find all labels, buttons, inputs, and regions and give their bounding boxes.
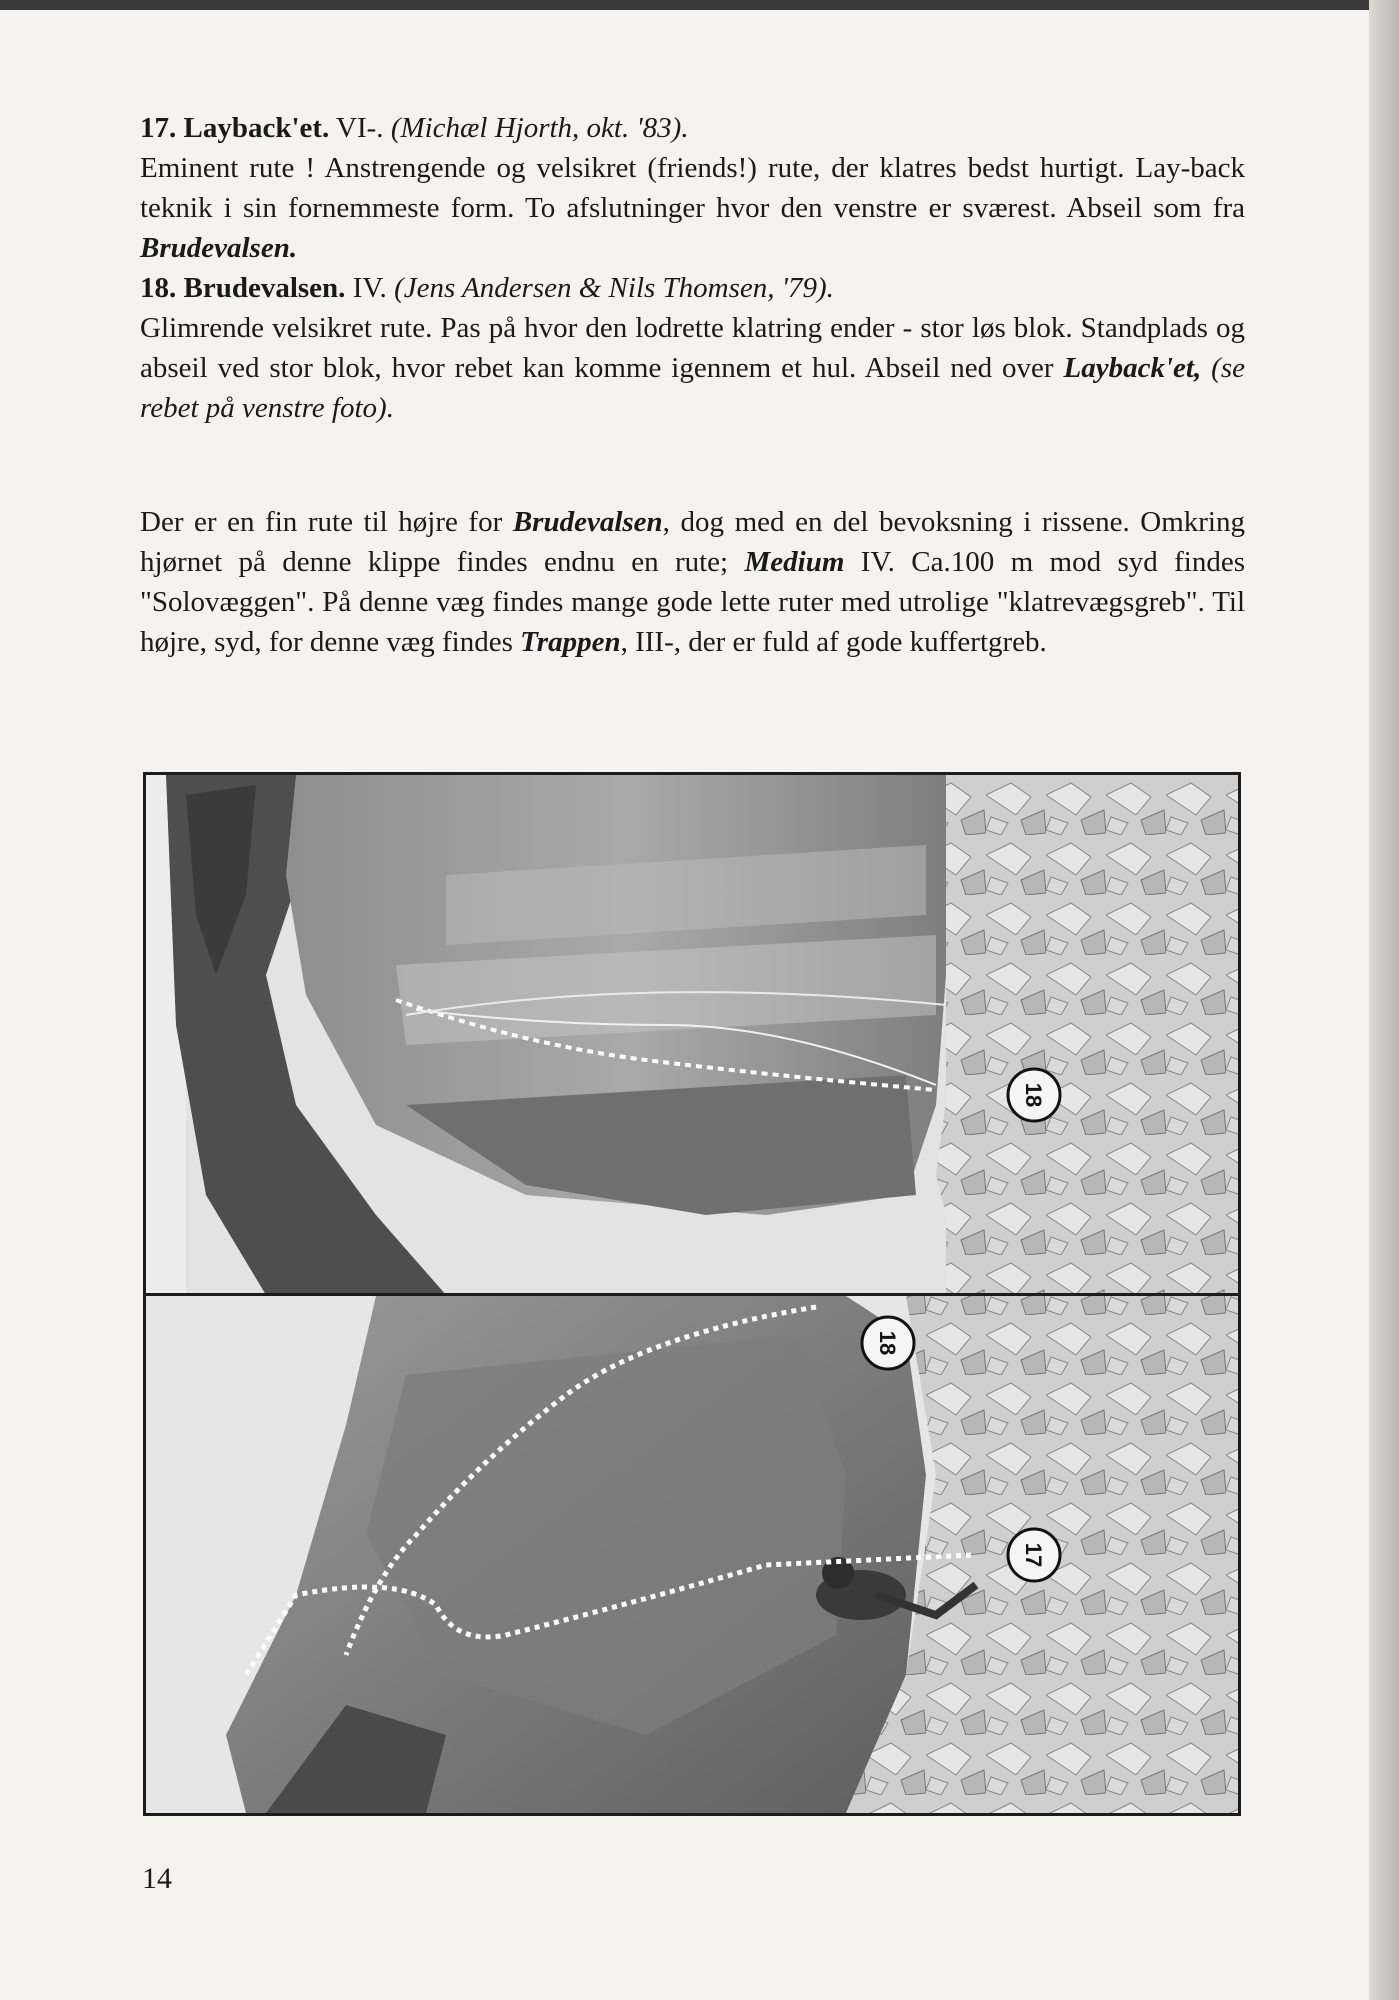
route-descriptions [140, 108, 1245, 428]
bottom-photo [146, 1296, 1238, 1813]
route-18-grade: IV. [352, 272, 387, 304]
page-binding-edge [1369, 0, 1399, 2000]
route-17-number: 17. [140, 112, 177, 144]
route-ref-trappen: Trappen [520, 626, 621, 658]
route-18-name: Brudevalsen. [183, 272, 346, 304]
route-18-description [140, 308, 1245, 428]
route-18-credit: (Jens Andersen & Nils Thomsen, '79). [394, 272, 834, 304]
route-marker-17: 17 [1021, 1542, 1046, 1568]
route-17-name: Layback'et. [183, 112, 330, 144]
top-photo [146, 775, 1238, 1295]
route-18-note: (se rebet på venstre foto). [140, 352, 1245, 424]
route-18-description-text: Glimrende velsikret rute. Pas på hvor den lodrette klatring ender - stor løs blok. Standplads og abseil ved stor blok, hvor rebet kan komme igennem et hul. Abseil ned over [140, 312, 1245, 384]
route-18-abseil-ref: Layback'et, [1063, 352, 1202, 384]
page-top-edge [0, 0, 1399, 10]
paragraph-part-4: , III-, der er fuld af gode kuffertgreb. [620, 626, 1047, 658]
photo-divider [146, 1293, 1238, 1296]
paragraph-part-3: IV. Ca.100 m mod syd findes "Solovæggen". På denne væg findes mange gode lette ruter med utrolige "klatrevægsgreb". Til højre, syd, for denne væg findes [140, 546, 1245, 658]
route-17-description-text: Eminent rute ! Anstrengende og velsikret (friends!) rute, der klatres bedst hurtigt. Lay-back teknik i sin fornemmeste form. To afslutninger hvor den venstre er sværest. Abseil som fra [140, 152, 1245, 224]
route-18-heading [140, 268, 1245, 308]
route-17-heading [140, 108, 1245, 148]
route-photo-svg [146, 775, 1238, 1813]
route-marker-18-bottom: 18 [875, 1330, 900, 1356]
route-marker-18-top: 18 [1021, 1082, 1046, 1108]
paragraph-part-2: , dog med en del bevoksning i rissene. Omkring hjørnet på denne klippe findes endnu en rute; [140, 506, 1245, 578]
route-ref-brudevalsen: Brudevalsen [512, 506, 663, 538]
route-18-number: 18. [140, 272, 177, 304]
route-ref-medium: Medium [744, 546, 845, 578]
route-17-grade: VI-. [336, 112, 384, 144]
other-routes-text [140, 502, 1245, 662]
route-photographs [143, 772, 1241, 1816]
page-number: 14 [142, 1862, 172, 1895]
paragraph-part-1: Der er en fin rute til højre for [140, 506, 503, 538]
route-17-abseil-ref: Brudevalsen. [140, 232, 298, 264]
route-17-credit: (Michæl Hjorth, okt. '83). [390, 112, 689, 144]
route-17-description [140, 148, 1245, 268]
other-routes-paragraph [140, 502, 1245, 662]
